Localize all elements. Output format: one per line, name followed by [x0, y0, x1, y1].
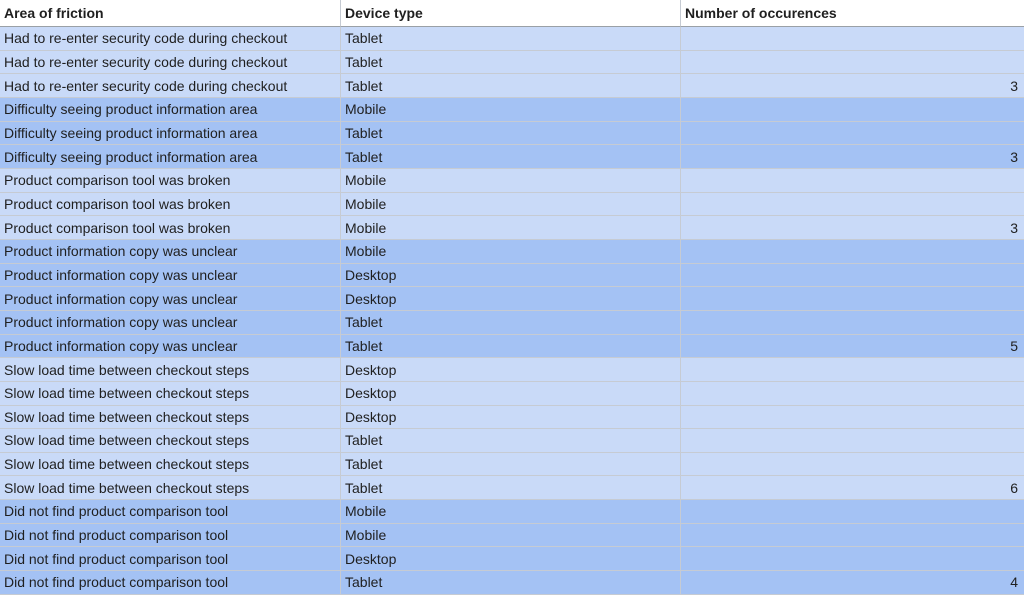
table-row [0, 98, 1024, 122]
table-row [0, 74, 1024, 98]
area-of-friction-cell[interactable]: Slow load time between checkout steps [0, 382, 341, 406]
area-of-friction-cell[interactable]: Slow load time between checkout steps [0, 358, 341, 382]
occurrences-cell[interactable]: 3 [681, 74, 1024, 98]
area-of-friction-cell[interactable]: Product information copy was unclear [0, 311, 341, 335]
occurrences-cell[interactable]: 3 [681, 145, 1024, 169]
table-row [0, 429, 1024, 453]
device-type-cell[interactable]: Tablet [341, 145, 681, 169]
device-type-cell[interactable]: Desktop [341, 547, 681, 571]
device-type-cell[interactable]: Tablet [341, 429, 681, 453]
device-type-cell[interactable]: Mobile [341, 524, 681, 548]
area-of-friction-cell[interactable]: Difficulty seeing product information area [0, 122, 341, 146]
table-body [0, 27, 1024, 595]
device-type-cell[interactable]: Tablet [341, 27, 681, 51]
occurrences-cell[interactable] [681, 311, 1024, 335]
table-row [0, 264, 1024, 288]
area-of-friction-cell[interactable]: Did not find product comparison tool [0, 547, 341, 571]
area-of-friction-cell[interactable]: Did not find product comparison tool [0, 500, 341, 524]
occurrences-cell[interactable] [681, 429, 1024, 453]
occurrences-cell[interactable]: 6 [681, 476, 1024, 500]
occurrences-cell[interactable] [681, 547, 1024, 571]
device-type-cell[interactable]: Tablet [341, 311, 681, 335]
occurrences-cell[interactable] [681, 264, 1024, 288]
area-of-friction-cell[interactable]: Product comparison tool was broken [0, 169, 341, 193]
device-type-cell[interactable]: Mobile [341, 98, 681, 122]
header-area-of-friction[interactable]: Area of friction [0, 0, 341, 27]
occurrences-cell[interactable] [681, 524, 1024, 548]
device-type-cell[interactable]: Mobile [341, 240, 681, 264]
occurrences-cell[interactable] [681, 453, 1024, 477]
area-of-friction-cell[interactable]: Slow load time between checkout steps [0, 406, 341, 430]
table-row [0, 122, 1024, 146]
area-of-friction-cell[interactable]: Slow load time between checkout steps [0, 476, 341, 500]
header-number-of-occurences[interactable]: Number of occurences [681, 0, 1024, 27]
device-type-cell[interactable]: Tablet [341, 453, 681, 477]
area-of-friction-cell[interactable]: Slow load time between checkout steps [0, 453, 341, 477]
table-row [0, 240, 1024, 264]
table-row [0, 311, 1024, 335]
table-row [0, 335, 1024, 359]
area-of-friction-cell[interactable]: Difficulty seeing product information area [0, 98, 341, 122]
table-row [0, 287, 1024, 311]
occurrences-cell[interactable] [681, 27, 1024, 51]
device-type-cell[interactable]: Tablet [341, 51, 681, 75]
area-of-friction-cell[interactable]: Product comparison tool was broken [0, 216, 341, 240]
table-row [0, 524, 1024, 548]
occurrences-cell[interactable]: 4 [681, 571, 1024, 595]
area-of-friction-cell[interactable]: Had to re-enter security code during checkout [0, 74, 341, 98]
table-row [0, 145, 1024, 169]
device-type-cell[interactable]: Tablet [341, 571, 681, 595]
device-type-cell[interactable]: Mobile [341, 216, 681, 240]
occurrences-cell[interactable] [681, 358, 1024, 382]
header-row [0, 0, 1024, 27]
device-type-cell[interactable]: Mobile [341, 193, 681, 217]
occurrences-cell[interactable] [681, 193, 1024, 217]
occurrences-cell[interactable] [681, 500, 1024, 524]
table-row [0, 571, 1024, 595]
table-row [0, 51, 1024, 75]
area-of-friction-cell[interactable]: Had to re-enter security code during checkout [0, 27, 341, 51]
device-type-cell[interactable]: Desktop [341, 382, 681, 406]
area-of-friction-cell[interactable]: Product comparison tool was broken [0, 193, 341, 217]
area-of-friction-cell[interactable]: Product information copy was unclear [0, 264, 341, 288]
device-type-cell[interactable]: Tablet [341, 74, 681, 98]
occurrences-cell[interactable] [681, 169, 1024, 193]
area-of-friction-cell[interactable]: Did not find product comparison tool [0, 571, 341, 595]
table-row [0, 500, 1024, 524]
occurrences-cell[interactable] [681, 51, 1024, 75]
device-type-cell[interactable]: Tablet [341, 335, 681, 359]
occurrences-cell[interactable] [681, 98, 1024, 122]
occurrences-cell[interactable] [681, 382, 1024, 406]
occurrences-cell[interactable] [681, 240, 1024, 264]
device-type-cell[interactable]: Desktop [341, 287, 681, 311]
table-row [0, 358, 1024, 382]
area-of-friction-cell[interactable]: Difficulty seeing product information area [0, 145, 341, 169]
device-type-cell[interactable]: Mobile [341, 500, 681, 524]
table-row [0, 476, 1024, 500]
device-type-cell[interactable]: Tablet [341, 476, 681, 500]
occurrences-cell[interactable] [681, 122, 1024, 146]
area-of-friction-cell[interactable]: Product information copy was unclear [0, 335, 341, 359]
table-row [0, 547, 1024, 571]
device-type-cell[interactable]: Desktop [341, 406, 681, 430]
header-device-type[interactable]: Device type [341, 0, 681, 27]
area-of-friction-cell[interactable]: Product information copy was unclear [0, 240, 341, 264]
table-row [0, 27, 1024, 51]
occurrences-cell[interactable] [681, 406, 1024, 430]
occurrences-cell[interactable]: 5 [681, 335, 1024, 359]
device-type-cell[interactable]: Tablet [341, 122, 681, 146]
area-of-friction-cell[interactable]: Did not find product comparison tool [0, 524, 341, 548]
table-row [0, 406, 1024, 430]
device-type-cell[interactable]: Mobile [341, 169, 681, 193]
occurrences-cell[interactable] [681, 287, 1024, 311]
table-row [0, 169, 1024, 193]
table-row [0, 453, 1024, 477]
table-row [0, 193, 1024, 217]
table-row [0, 382, 1024, 406]
area-of-friction-cell[interactable]: Product information copy was unclear [0, 287, 341, 311]
device-type-cell[interactable]: Desktop [341, 358, 681, 382]
area-of-friction-cell[interactable]: Slow load time between checkout steps [0, 429, 341, 453]
device-type-cell[interactable]: Desktop [341, 264, 681, 288]
area-of-friction-cell[interactable]: Had to re-enter security code during checkout [0, 51, 341, 75]
occurrences-cell[interactable]: 3 [681, 216, 1024, 240]
table-row [0, 216, 1024, 240]
